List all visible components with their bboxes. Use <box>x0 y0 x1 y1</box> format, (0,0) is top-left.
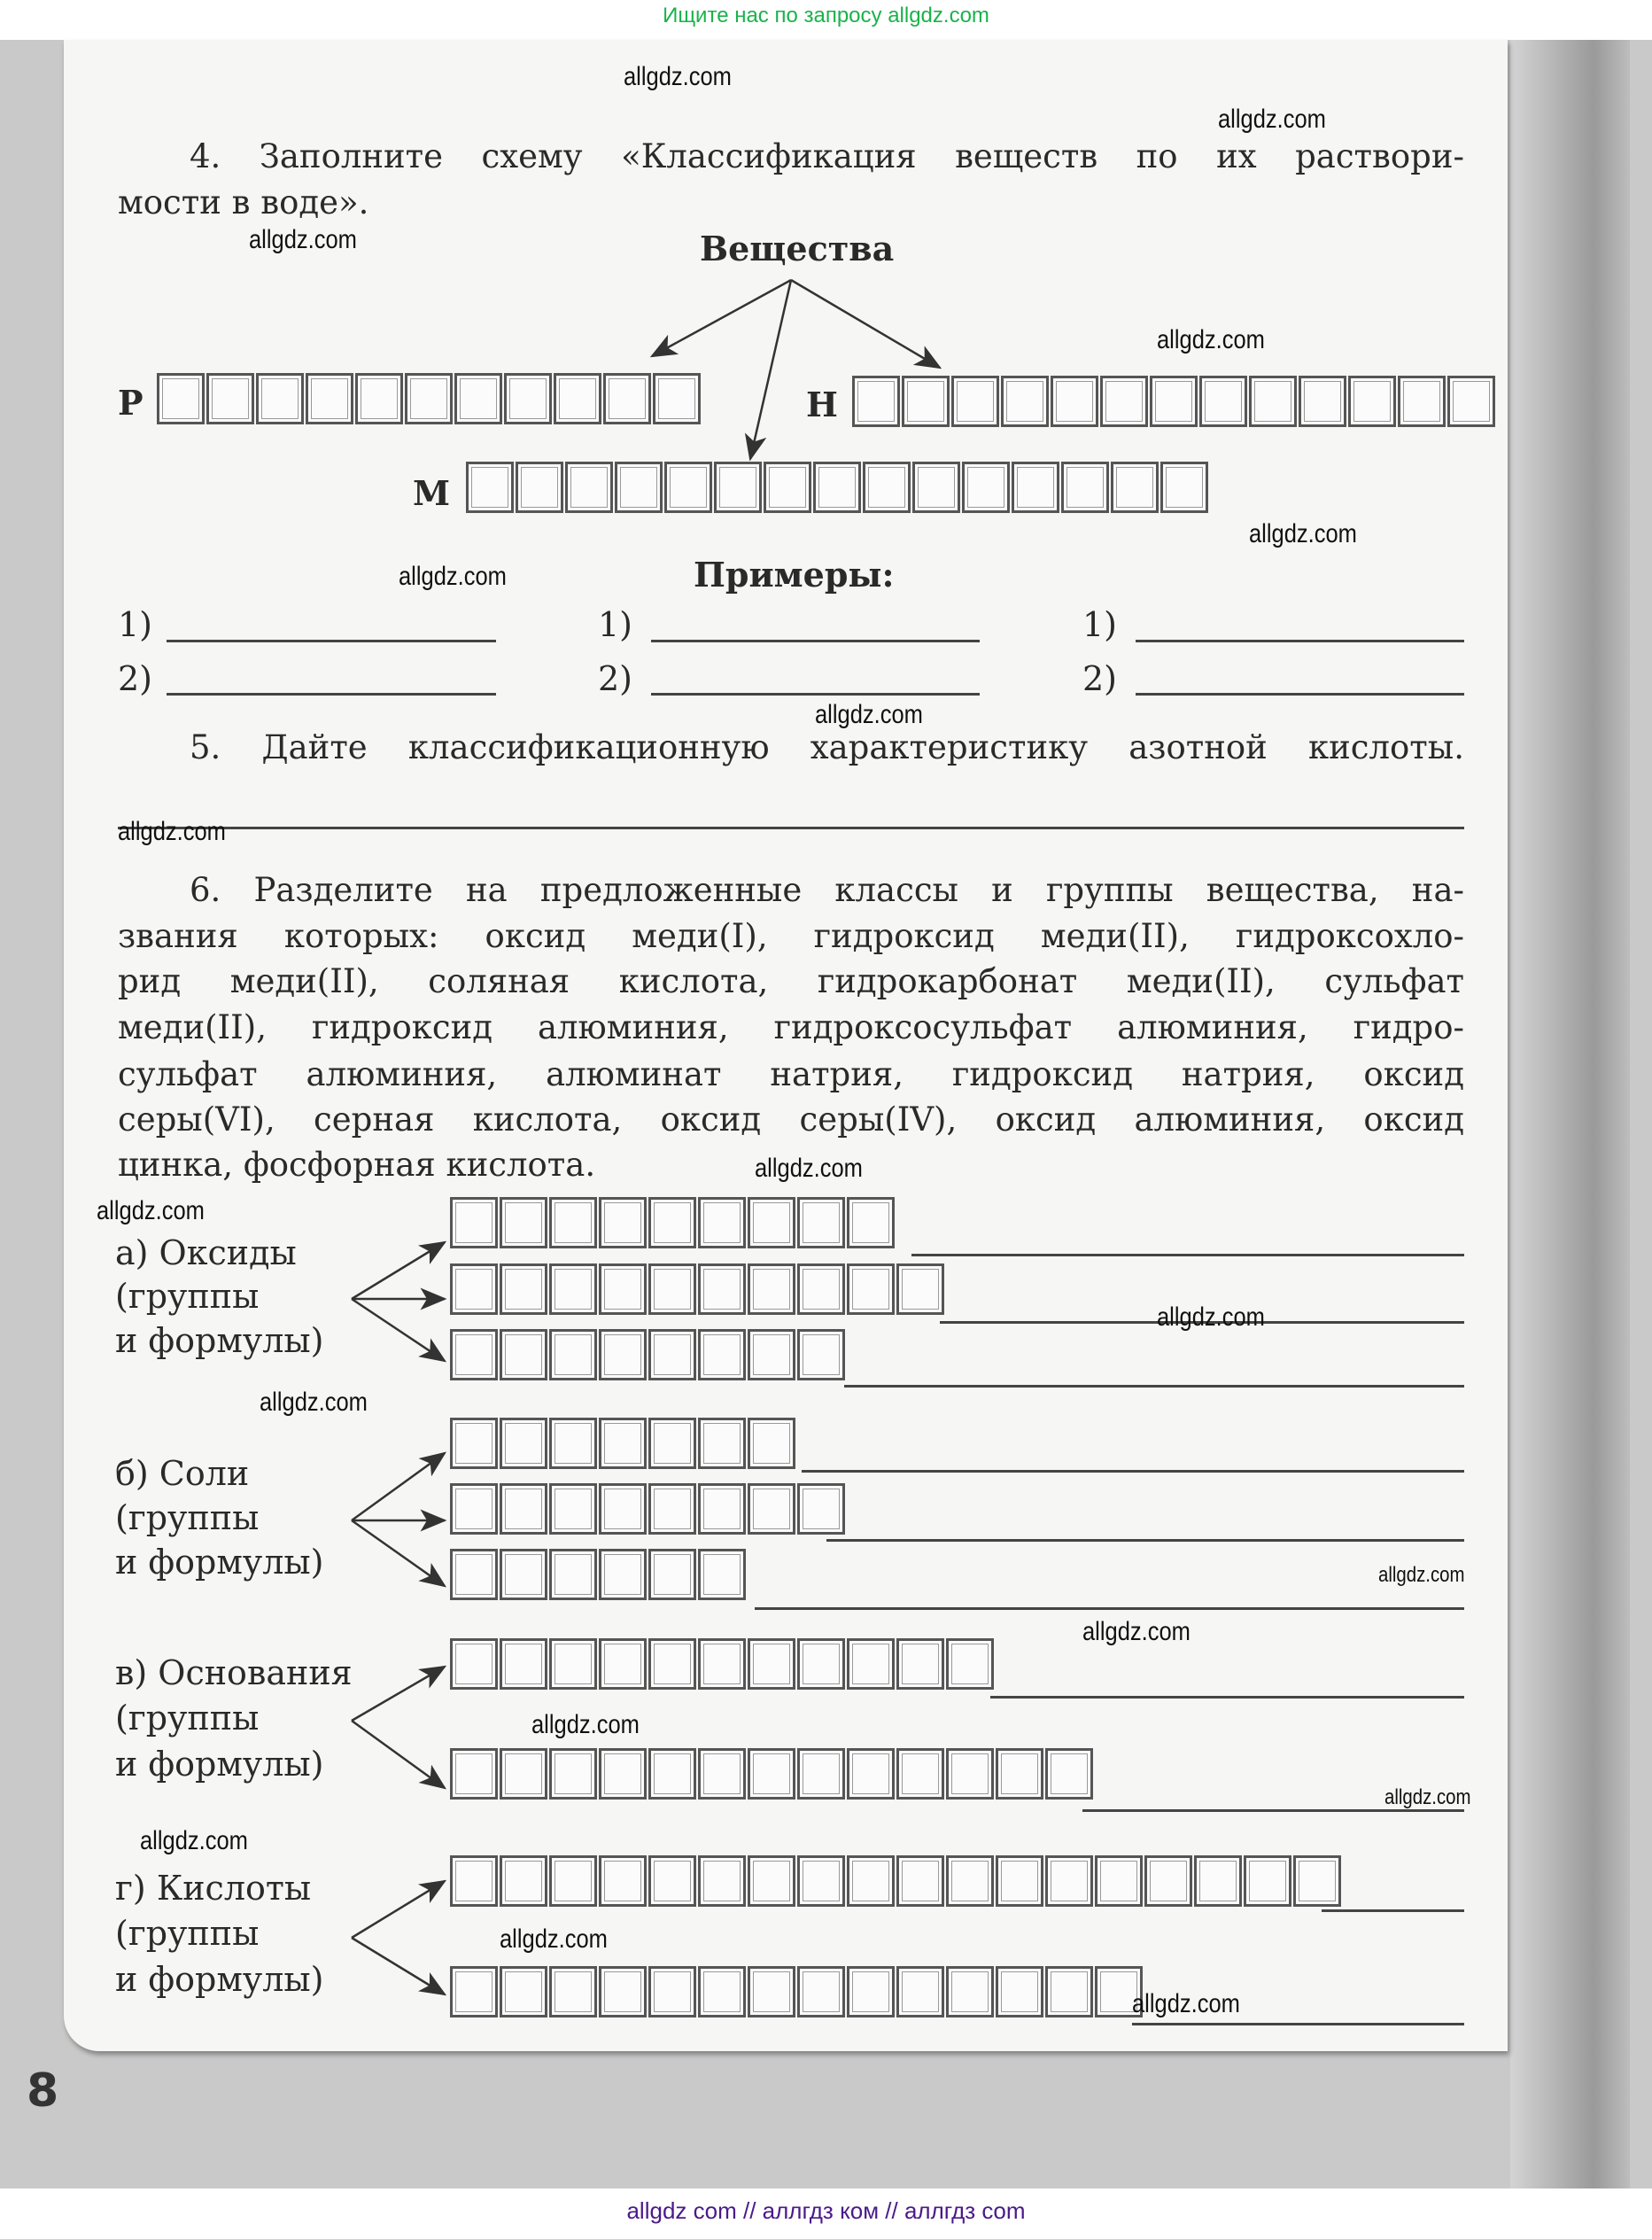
example-label: 1) <box>598 605 633 644</box>
watermark: allgdz.com <box>1249 519 1357 548</box>
arrow-to-n <box>791 280 940 368</box>
section-a-sub: (группы <box>115 1277 260 1316</box>
example-label: 2) <box>1082 659 1118 698</box>
example-label: 2) <box>118 659 153 698</box>
section-a-sub: и формулы) <box>115 1321 324 1360</box>
example-label: 1) <box>1082 605 1118 644</box>
watermark: allgdz.com <box>1157 325 1265 354</box>
arrow-to-m <box>750 280 791 459</box>
example-label: 1) <box>118 605 153 644</box>
watermark: allgdz.com <box>1132 1989 1240 2018</box>
section-c-title: в) Основания <box>115 1653 353 1692</box>
task6-line: звания которых: оксид меди(I), гидроксид меди(II), гидроксохло- <box>118 917 1464 955</box>
task6-line: сульфат алюминия, алюминат натрия, гидроксид натрия, оксид <box>118 1055 1464 1093</box>
section-b-title: б) Соли <box>115 1454 250 1493</box>
watermark: allgdz.com <box>118 817 226 846</box>
example-label: 2) <box>598 659 633 698</box>
section-a-title: а) Оксиды <box>115 1233 297 1272</box>
branch-letter-m: М <box>413 473 451 513</box>
section-c-sub: (группы <box>115 1699 260 1738</box>
task6-line: цинка, фосфорная кислота. <box>118 1146 596 1184</box>
examples-title: Примеры: <box>694 555 895 595</box>
watermark: allgdz.com <box>140 1826 248 1855</box>
task4-line-1: 4. Заполните схему «Классификация веществ по их раствори- <box>190 137 1464 175</box>
branch-letter-n: Н <box>806 385 838 424</box>
task6-line: серы(VI), серная кислота, оксид серы(IV), оксид алюминия, оксид <box>118 1100 1464 1139</box>
section-d-title: г) Кислоты <box>115 1869 312 1908</box>
section-b-sub: и формулы) <box>115 1543 324 1582</box>
section-b-sub: (группы <box>115 1498 260 1537</box>
scheme-root: Вещества <box>700 229 895 268</box>
section-c-sub: и формулы) <box>115 1745 324 1784</box>
section-d-sub: (группы <box>115 1914 260 1953</box>
watermark: allgdz.com <box>97 1196 205 1225</box>
task5-text: 5. Дайте классификационную характеристику азотной кислоты. <box>190 728 1464 766</box>
watermark: allgdz.com <box>531 1710 640 1739</box>
watermark: allgdz.com <box>1218 105 1326 134</box>
watermark: allgdz.com <box>1157 1302 1265 1332</box>
task6-line: рид меди(II), соляная кислота, гидрокарбонат меди(II), сульфат <box>118 962 1464 1000</box>
watermark: allgdz.com <box>1384 1785 1471 1809</box>
watermark: allgdz.com <box>249 225 357 254</box>
watermark: allgdz.com <box>1082 1617 1191 1646</box>
arrow-to-r <box>652 280 791 356</box>
watermark: allgdz.com <box>755 1154 863 1183</box>
watermark: allgdz.com <box>500 1924 608 1954</box>
watermark: allgdz.com <box>815 700 923 729</box>
search-banner[interactable]: Ищите нас по запросу allgdz.com <box>663 4 989 27</box>
footer-links[interactable]: allgdz com // аллгдз ком // аллгдз com <box>626 2197 1026 2224</box>
watermark: allgdz.com <box>260 1388 368 1417</box>
watermark: allgdz.com <box>1378 1563 1465 1587</box>
task6-line: 6. Разделите на предложенные классы и группы вещества, на- <box>190 871 1464 909</box>
watermark: allgdz.com <box>624 62 732 91</box>
page-number: 8 <box>27 2064 59 2118</box>
branch-letter-r: Р <box>118 383 143 423</box>
watermark: allgdz.com <box>399 562 507 591</box>
task4-line-2: мости в воде». <box>118 183 369 222</box>
section-d-sub: и формулы) <box>115 1960 324 1999</box>
task6-line: меди(II), гидроксид алюминия, гидроксосульфат алюминия, гидро- <box>118 1008 1464 1046</box>
